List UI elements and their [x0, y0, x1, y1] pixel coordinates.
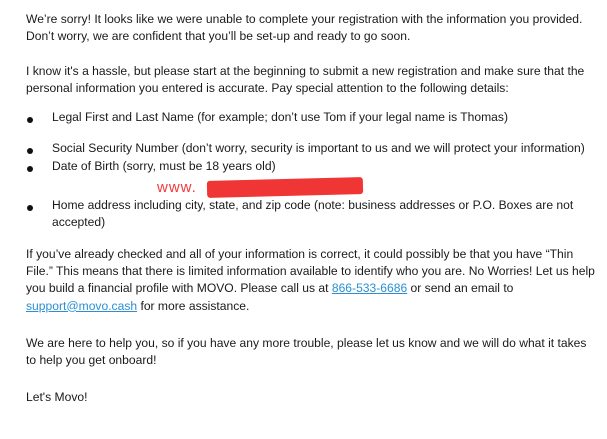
list-item — [26, 109, 596, 126]
list-item-text: Social Security Number (don’t worry, security is important to us and we will protect your information) — [52, 141, 585, 156]
signoff-text: Let's Movo! — [26, 390, 88, 405]
list-item-text: Legal First and Last Name (for example; don’t use Tom if your legal name is Thomas) — [52, 110, 508, 125]
list-item-text: Home address including city, state, and zip code (note: business addresses or P.O. Boxes are not accepted) — [52, 198, 574, 230]
list-item — [26, 140, 596, 157]
help-paragraph: We are here to help you, so if you have any more trouble, please let us know and we will do what it takes to help you get onboard! — [26, 335, 587, 368]
bullet-icon — [27, 117, 33, 123]
list-item — [26, 197, 596, 232]
phone-link[interactable]: 866-533-6686 — [331, 281, 408, 296]
instructions-paragraph: I know it's a hassle, but please start at the beginning to submit a new registration and make sure that the personal information you entered is accurate. Pay special attention to the following details: — [26, 63, 585, 95]
bullet-icon — [27, 148, 33, 154]
thin-file-paragraph — [26, 246, 596, 315]
details-list — [26, 109, 596, 231]
watermark-text: www. — [157, 179, 197, 196]
email-body — [26, 11, 596, 407]
bullet-icon — [27, 166, 33, 172]
list-item-text: Date of Birth (sorry, must be 18 years old) — [52, 158, 276, 173]
thin-file-text: If you’ve already checked and all of your information is correct, it could possibly be that you have “Thin File.” This means that there is limited information available to identify who you are. No Worries! Let us help you build a financial profile with MOVO. Please call us at — [26, 246, 595, 296]
thin-file-connector: or send an email to — [407, 281, 514, 296]
thin-file-closing: for more assistance. — [137, 298, 250, 313]
bullet-icon — [27, 205, 33, 211]
list-item — [26, 158, 596, 175]
support-email-link[interactable]: support@movo.cash — [26, 298, 138, 313]
intro-paragraph: We’re sorry! It looks like we were unable to complete your registration with the information you provided. Don’t worry, we are confident that you’ll be set-up and ready to go soon. — [26, 12, 583, 44]
